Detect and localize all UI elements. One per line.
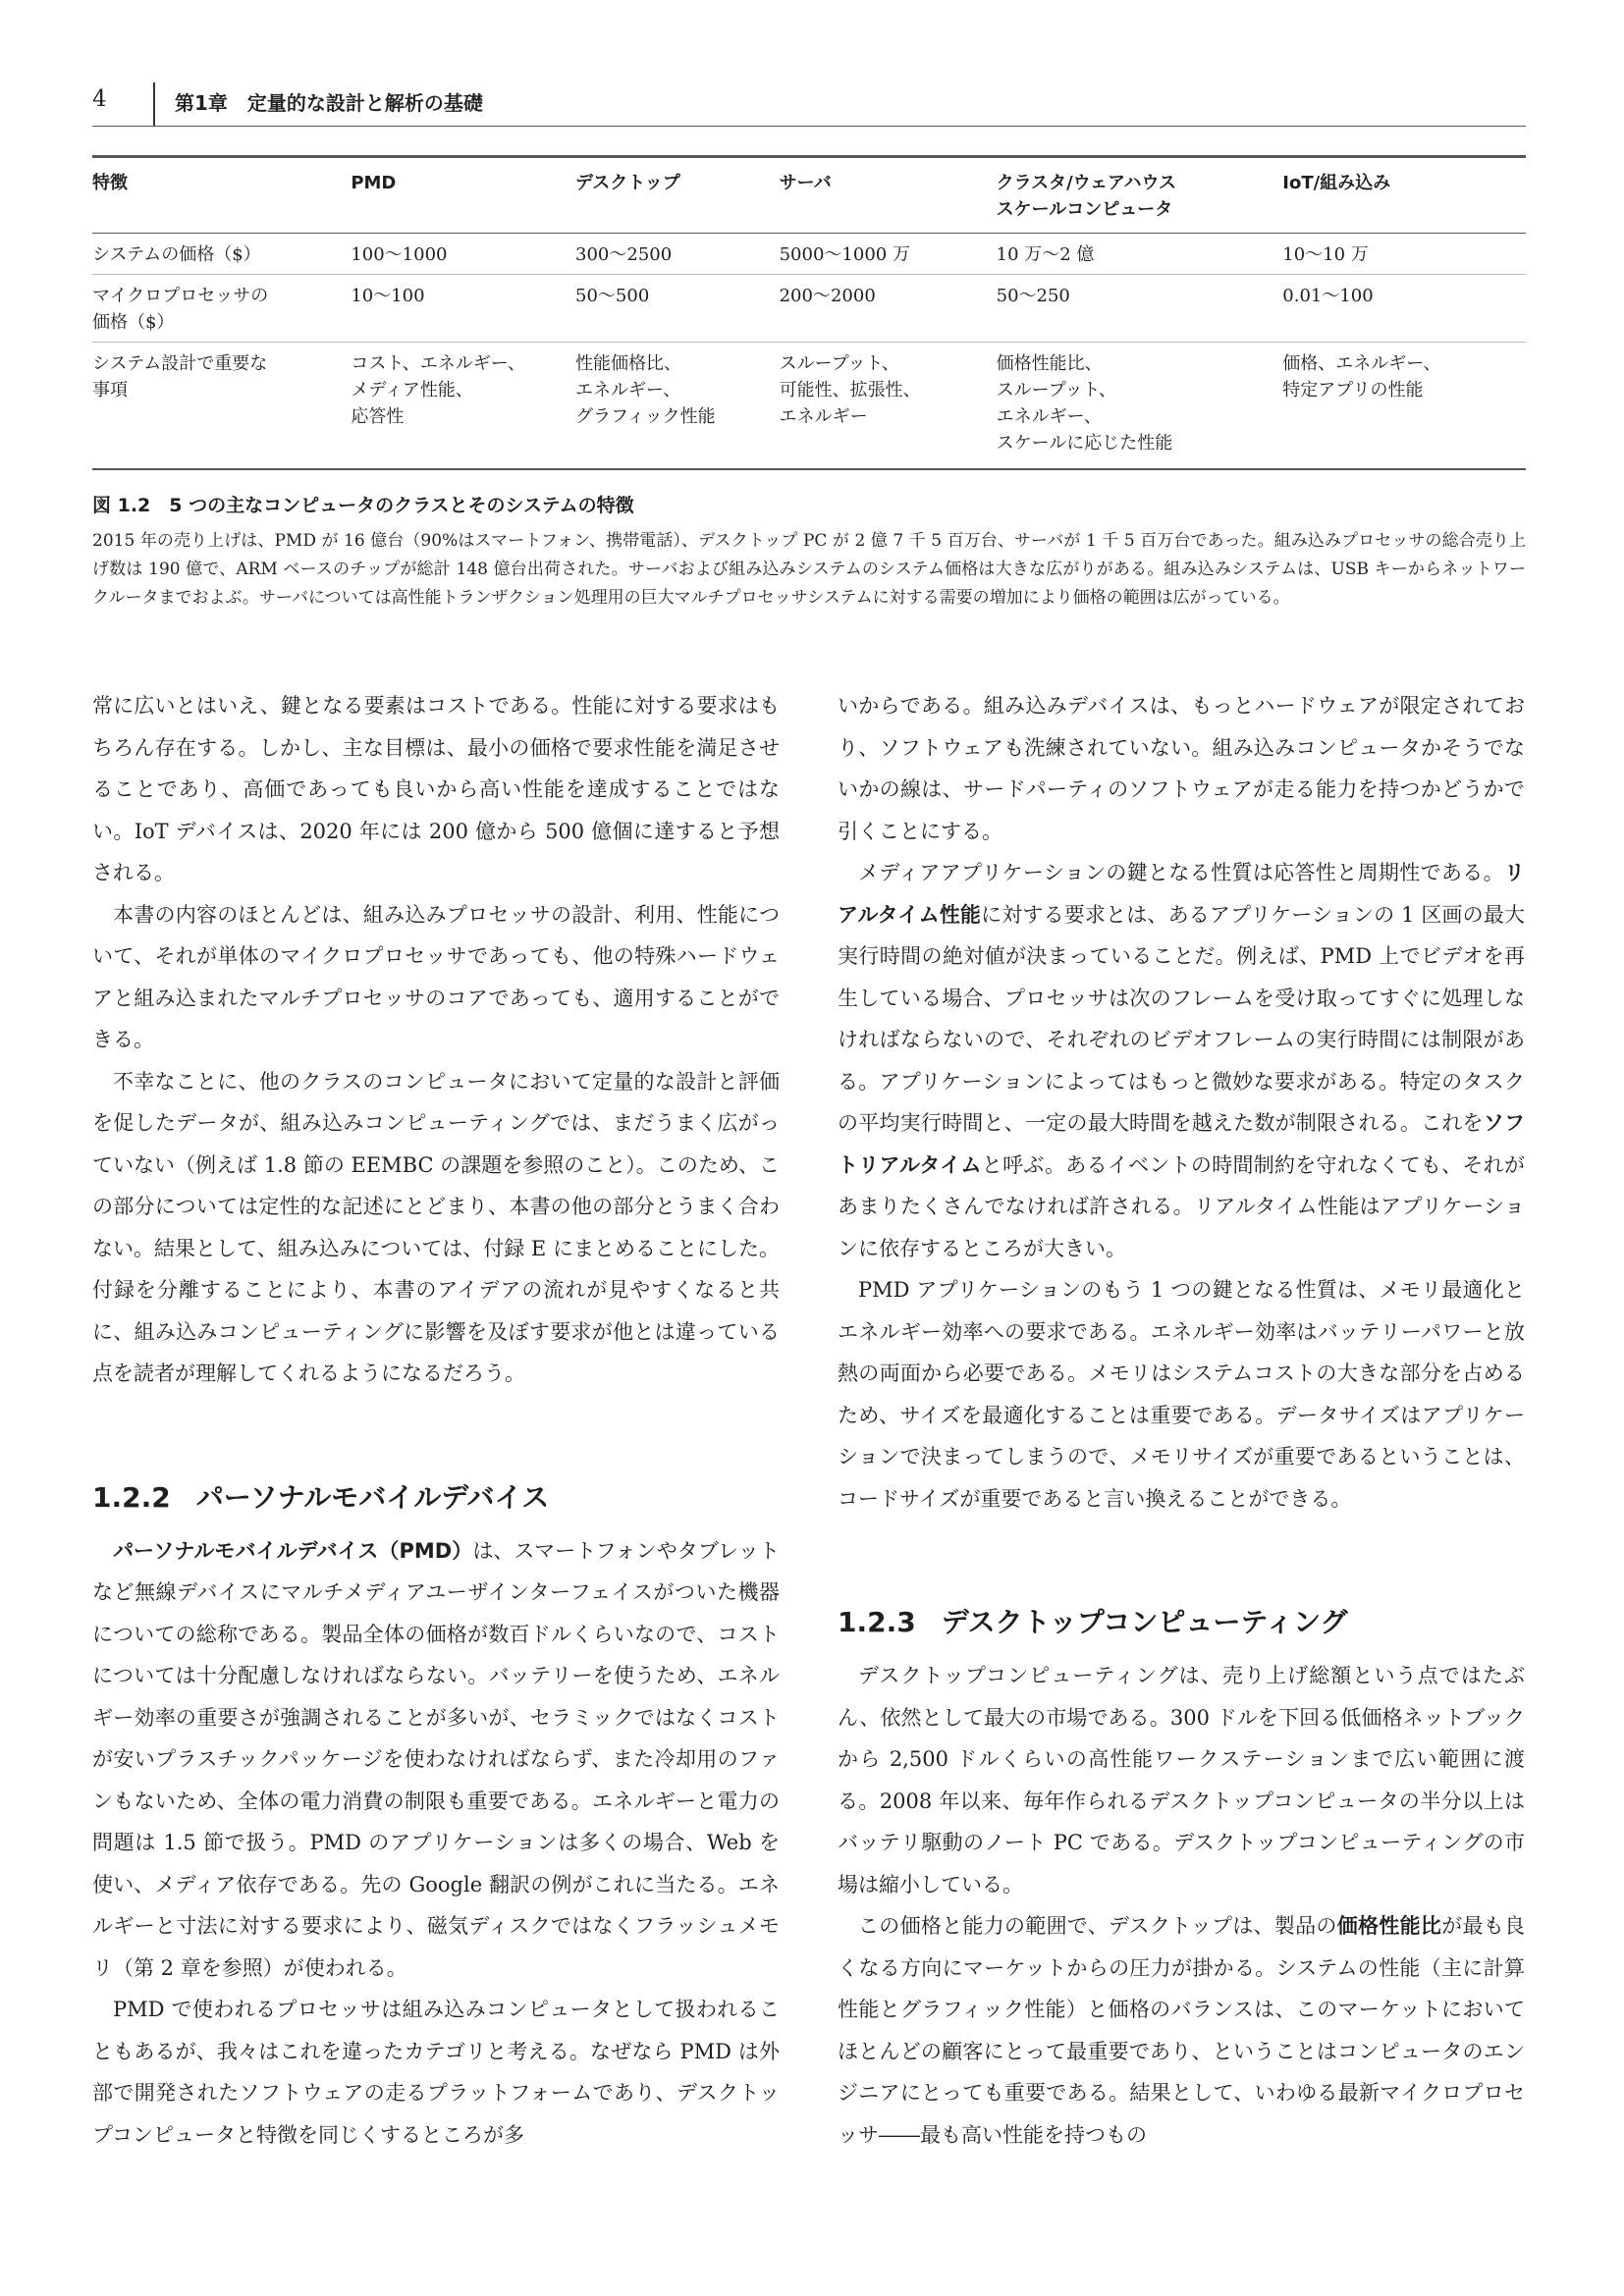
table-cell: コスト、エネルギー、 メディア性能、 応答性: [351, 343, 575, 470]
table-row: [92, 234, 1526, 275]
table-cell: 性能価格比、 エネルギー、 グラフィック性能: [575, 343, 780, 470]
section-title: デスクトップコンピューティング: [941, 1606, 1348, 1638]
table-row: [92, 275, 1526, 343]
table-cell: 10～10 万: [1282, 234, 1526, 275]
table-cell: 価格、エネルギー、 特定アプリの性能: [1282, 343, 1526, 470]
chapter-title: 第1章 定量的な設計と解析の基礎: [175, 91, 483, 115]
table-cell: 5000～1000 万: [780, 234, 997, 275]
table-cell: 10～100: [351, 275, 575, 343]
table-cell: 200～2000: [780, 275, 997, 343]
section-number: 1.2.2: [92, 1480, 171, 1514]
body-paragraph: 不幸なことに、他のクラスのコンピュータにおいて定量的な設計と評価を促したデータが、組み込みコンピューティングでは、まだうまく広がっていない（例えば 1.8 節の EEMBC の課題を参照のこと）。このため、この部分については定性的な記述にとどまり、本書の他の部分とうまく合わない。結果として、組み込みについては、付録 E にまとめることにした。付録を分離することにより、本書のアイデアの流れが見やすくなると共に、組み込みコンピューティングに影響を及ぼす要求が他とは違っている点を読者が理解してくれるようになるだろう。: [92, 1069, 780, 1385]
table-header-cell: デスクトップ: [575, 157, 780, 234]
section-number: 1.2.3: [838, 1606, 916, 1638]
body-text: は、スマートフォンやタブレットなど無線デバイスにマルチメディアユーザインターフェイスがついた機器についての総称である。製品全体の価格が数百ドルくらいなので、コストについては十分配慮しなければならない。バッテリーを使うため、エネルギー効率の重要さが強調されることが多いが、セラミックではなくコストが安いプラスチックパッケージを使わなければならず、また冷却用のファンもないため、全体の電力消費の制限も重要である。エネルギーと電力の問題は 1.5 節で扱う。PMD のアプリケーションは多くの場合、Web を使い、メディア依存である。先の Google 翻訳の例がこれに当たる。エネルギーと寸法に対する要求により、磁気ディスクではなくフラッシュメモリ（第 2 章を参照）が使われる。: [92, 1538, 780, 1980]
left-column: [92, 685, 780, 2156]
table-row: [92, 343, 1526, 470]
table-cell: スループット、 可能性、拡張性、 エネルギー: [780, 343, 997, 470]
key-term: ソフトリアルタイム: [838, 1111, 1525, 1177]
table-header-cell: クラスタ/ウェアハウス スケールコンピュータ: [997, 157, 1283, 234]
section-heading: [92, 1477, 780, 1519]
table-cell: 価格性能比、 スループット、 エネルギー、 スケールに応じた性能: [997, 343, 1283, 470]
table-header-row: [92, 157, 1526, 234]
spacer: [92, 1395, 780, 1436]
figure-caption-title: 図 1.2 5 つの主なコンピュータのクラスとそのシステムの特徴: [92, 495, 634, 516]
body-paragraph: [838, 852, 1525, 1269]
body-text: に対する要求とは、あるアプリケーションの 1 区画の最大実行時間の絶対値が決まっていることだ。例えば、PMD 上でビデオを再生している場合、プロセッサは次のフレームを受け取ってすぐに処理しなければならないので、それぞれのビデオフレームの実行時間には制限がある。アプリケーションによってはもっと微妙な要求がある。特定のタスクの平均実行時間と、一定の最大時間を越えた数が制限される。これを: [838, 902, 1526, 1135]
table-cell: 0.01～100: [1282, 275, 1526, 343]
section-heading: [838, 1602, 1525, 1643]
table-cell: 10 万～2 億: [997, 234, 1283, 275]
table-cell: 50～500: [575, 275, 780, 343]
figure-caption: [92, 491, 1526, 613]
body-paragraph: いからである。組み込みデバイスは、もっとハードウェアが限定されており、ソフトウェアも洗練されていない。組み込みコンピュータかそうでないかの線は、サードパーティのソフトウェアが走る能力を持つかどうかで引くことにする。: [838, 694, 1525, 843]
body-paragraph: デスクトップコンピューティングは、売り上げ総額という点ではたぶん、依然として最大の市場である。300 ドルを下回る低価格ネットブックから 2,500 ドルくらいの高性能ワークステーションまで広い範囲に渡る。2008 年以来、毎年作られるデスクトップコンピュータの半分以上はバッテリ駆動のノート PC である。デスクトップコンピューティングの市場は縮小している。: [838, 1664, 1525, 1896]
running-head: [92, 82, 1526, 128]
key-term: パーソナルモバイルデバイス（PMD）: [113, 1538, 473, 1563]
table-cell: 100～1000: [351, 234, 575, 275]
table-cell: マイクロプロセッサの 価格（$）: [92, 275, 351, 343]
table-header-cell: サーバ: [780, 157, 997, 234]
table-header-cell: IoT/組み込み: [1282, 157, 1526, 234]
table-header-cell: PMD: [351, 157, 575, 234]
table-header-cell: 特徴: [92, 157, 351, 234]
body-paragraph: 本書の内容のほとんどは、組み込みプロセッサの設計、利用、性能について、それが単体のマイクロプロセッサであっても、他の特殊ハードウェアと組み込まれたマルチプロセッサのコアであっても、適用することができる。: [92, 902, 780, 1051]
table-cell: システム設計で重要な 事項: [92, 343, 351, 470]
spacer: [838, 1520, 1525, 1561]
key-term: 価格性能比: [1336, 1914, 1442, 1938]
table-cell: システムの価格（$）: [92, 234, 351, 275]
table-cell: 300～2500: [575, 234, 780, 275]
body-text: この価格と能力の範囲で、デスクトップは、製品の: [858, 1914, 1337, 1938]
header-underline: [92, 126, 1526, 127]
table-cell: 50～250: [997, 275, 1283, 343]
body-paragraph: [92, 1530, 780, 1990]
computer-class-table: [92, 155, 1526, 470]
body-paragraph: 常に広いとはいえ、鍵となる要素はコストである。性能に対する要求はもちろん存在する。しかし、主な目標は、最小の価格で要求性能を満足させることであり、高価であっても良いから高い性能を達成することではない。IoT デバイスは、2020 年には 200 億から 500 億個に達すると予想される。: [92, 694, 780, 884]
body-text: メディアアプリケーションの鍵となる性質は応答性と周期性である。: [858, 861, 1504, 884]
body-text: と呼ぶ。あるイベントの時間制約を守れなくても、それがあまりたくさんでなければ許される。リアルタイム性能はアプリケーションに依存するところが大きい。: [838, 1152, 1525, 1260]
figure-caption-body: 2015 年の売り上げは、PMD が 16 億台（90%はスマートフォン、携帯電話）、デスクトップ PC が 2 億 7 千 5 百万台、サーバが 1 千 5 百万台であった。組み込みプロセッサの総合売り上げ数は 190 億で、ARM ベースのチップが総計 148 億台出荷された。サーバおよび組み込みシステムのシステム価格は大きな広がりがある。組み込みシステムは、USB キーからネットワークルータまでおよぶ。サーバについては高性能トランザクション処理用の巨大マルチプロセッサシステムに対する需要の増加により価格の範囲は広がっている。: [92, 531, 1526, 608]
header-divider: [153, 82, 155, 126]
body-text: が最も良くなる方向にマーケットからの圧力が掛かる。システムの性能（主に計算性能とグラフィック性能）と価格のバランスは、このマーケットにおいてほとんどの顧客にとって最重要であり、ということはコンピュータのエンジニアにとっても重要である。結果として、いわゆる最新マイクロプロセッサ――最も高い性能を持つもの: [838, 1914, 1526, 2147]
key-term: リアルタイム性能: [838, 861, 1525, 927]
body-paragraph: PMD アプリケーションのもう 1 つの鍵となる性質は、メモリ最適化とエネルギー効率への要求である。エネルギー効率はバッテリーパワーと放熱の両面から必要である。メモリはシステムコストの大きな部分を占めるため、サイズを最適化することは重要である。データサイズはアプリケーションで決まってしまうので、メモリサイズが重要であるということは、コードサイズが重要であると言い換えることができる。: [838, 1278, 1525, 1511]
body-paragraph: PMD で使われるプロセッサは組み込みコンピュータとして扱われることもあるが、我々はこれを違ったカテゴリと考える。なぜなら PMD は外部で開発されたソフトウェアの走るプラットフォームであり、デスクトップコンピュータと特徴を同じくするところが多: [92, 1998, 780, 2147]
body-paragraph: [838, 1905, 1525, 2156]
section-title: パーソナルモバイルデバイス: [195, 1480, 550, 1514]
page-number: 4: [92, 86, 107, 112]
right-column: [838, 685, 1525, 2156]
